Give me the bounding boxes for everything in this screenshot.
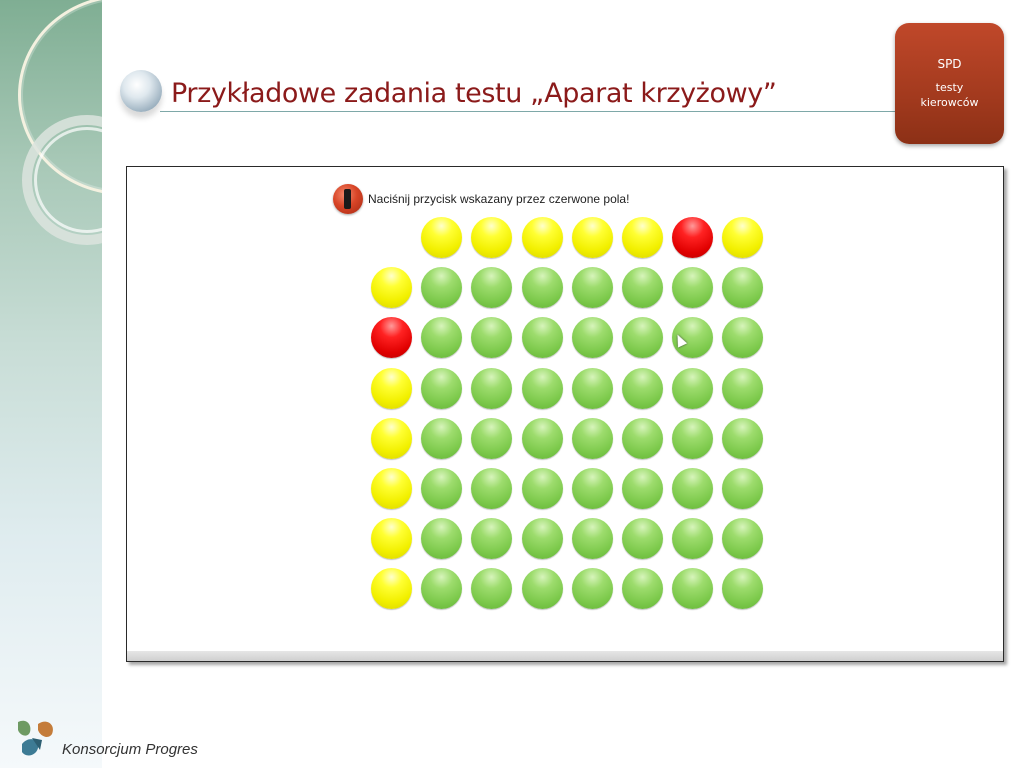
grid-button-r4-c1[interactable] — [421, 418, 462, 459]
info-icon — [333, 184, 363, 214]
grid-button-r7-c5[interactable] — [622, 568, 663, 609]
grid-button-r2-c1[interactable] — [421, 317, 462, 358]
grid-button-r3-c5[interactable] — [622, 368, 663, 409]
grid-button-r1-c4[interactable] — [572, 267, 613, 308]
grid-button-r1-c2[interactable] — [471, 267, 512, 308]
grid-button-r4-c7[interactable] — [722, 418, 763, 459]
instruction-text: Naciśnij przycisk wskazany przez czerwone pola! — [368, 192, 630, 206]
spd-badge-title: SPD — [937, 57, 962, 71]
grid-button-r5-c5[interactable] — [622, 468, 663, 509]
left-button-7[interactable] — [371, 568, 412, 609]
grid-button-r6-c1[interactable] — [421, 518, 462, 559]
grid-button-r5-c6[interactable] — [672, 468, 713, 509]
grid-button-r4-c3[interactable] — [522, 418, 563, 459]
top-button-2[interactable] — [471, 217, 512, 258]
grid-button-r6-c4[interactable] — [572, 518, 613, 559]
grid-button-r5-c7[interactable] — [722, 468, 763, 509]
grid-button-r4-c2[interactable] — [471, 418, 512, 459]
grid-button-r1-c1[interactable] — [421, 267, 462, 308]
grid-button-r5-c3[interactable] — [522, 468, 563, 509]
left-button-1[interactable] — [371, 267, 412, 308]
grid-button-r1-c3[interactable] — [522, 267, 563, 308]
grid-button-r4-c4[interactable] — [572, 418, 613, 459]
grid-button-r7-c7[interactable] — [722, 568, 763, 609]
spd-badge-subtitle-2: kierowców — [920, 96, 979, 109]
grid-button-r7-c1[interactable] — [421, 568, 462, 609]
grid-button-r5-c2[interactable] — [471, 468, 512, 509]
top-button-7[interactable] — [722, 217, 763, 258]
grid-button-r4-c5[interactable] — [622, 418, 663, 459]
title-orb-icon — [120, 70, 162, 112]
top-button-5[interactable] — [622, 217, 663, 258]
app-screenshot-frame — [126, 166, 1004, 662]
konsorcjum-logo-icon — [14, 716, 60, 762]
grid-button-r6-c6[interactable] — [672, 518, 713, 559]
spd-badge — [895, 23, 1004, 144]
top-button-4[interactable] — [572, 217, 613, 258]
grid-button-r2-c4[interactable] — [572, 317, 613, 358]
grid-button-r7-c6[interactable] — [672, 568, 713, 609]
top-button-6-red[interactable] — [672, 217, 713, 258]
grid-button-r2-c3[interactable] — [522, 317, 563, 358]
grid-button-r6-c7[interactable] — [722, 518, 763, 559]
grid-button-r2-c5[interactable] — [622, 317, 663, 358]
title-divider — [160, 111, 895, 112]
grid-button-r1-c6[interactable] — [672, 267, 713, 308]
grid-button-r6-c2[interactable] — [471, 518, 512, 559]
grid-button-r4-c6[interactable] — [672, 418, 713, 459]
spd-badge-subtitle-1: testy — [935, 81, 964, 94]
grid-button-r3-c6[interactable] — [672, 368, 713, 409]
grid-button-r5-c4[interactable] — [572, 468, 613, 509]
slide-title: Przykładowe zadania testu „Aparat krzyżowy” — [171, 78, 777, 109]
grid-button-r3-c1[interactable] — [421, 368, 462, 409]
grid-button-r1-c7[interactable] — [722, 267, 763, 308]
grid-button-r2-c7[interactable] — [722, 317, 763, 358]
frame-status-bar — [127, 651, 1003, 661]
grid-button-r6-c3[interactable] — [522, 518, 563, 559]
grid-button-r3-c7[interactable] — [722, 368, 763, 409]
top-button-3[interactable] — [522, 217, 563, 258]
left-button-4[interactable] — [371, 418, 412, 459]
grid-button-r7-c4[interactable] — [572, 568, 613, 609]
grid-button-r3-c4[interactable] — [572, 368, 613, 409]
grid-button-r1-c5[interactable] — [622, 267, 663, 308]
grid-button-r7-c2[interactable] — [471, 568, 512, 609]
top-button-1[interactable] — [421, 217, 462, 258]
grid-button-r6-c5[interactable] — [622, 518, 663, 559]
left-button-6[interactable] — [371, 518, 412, 559]
grid-button-r2-c2[interactable] — [471, 317, 512, 358]
left-button-2-red[interactable] — [371, 317, 412, 358]
logo-text: Konsorcjum Progres — [62, 741, 198, 758]
left-button-5[interactable] — [371, 468, 412, 509]
left-button-3[interactable] — [371, 368, 412, 409]
grid-button-r5-c1[interactable] — [421, 468, 462, 509]
grid-button-r3-c2[interactable] — [471, 368, 512, 409]
grid-button-r7-c3[interactable] — [522, 568, 563, 609]
grid-button-r3-c3[interactable] — [522, 368, 563, 409]
